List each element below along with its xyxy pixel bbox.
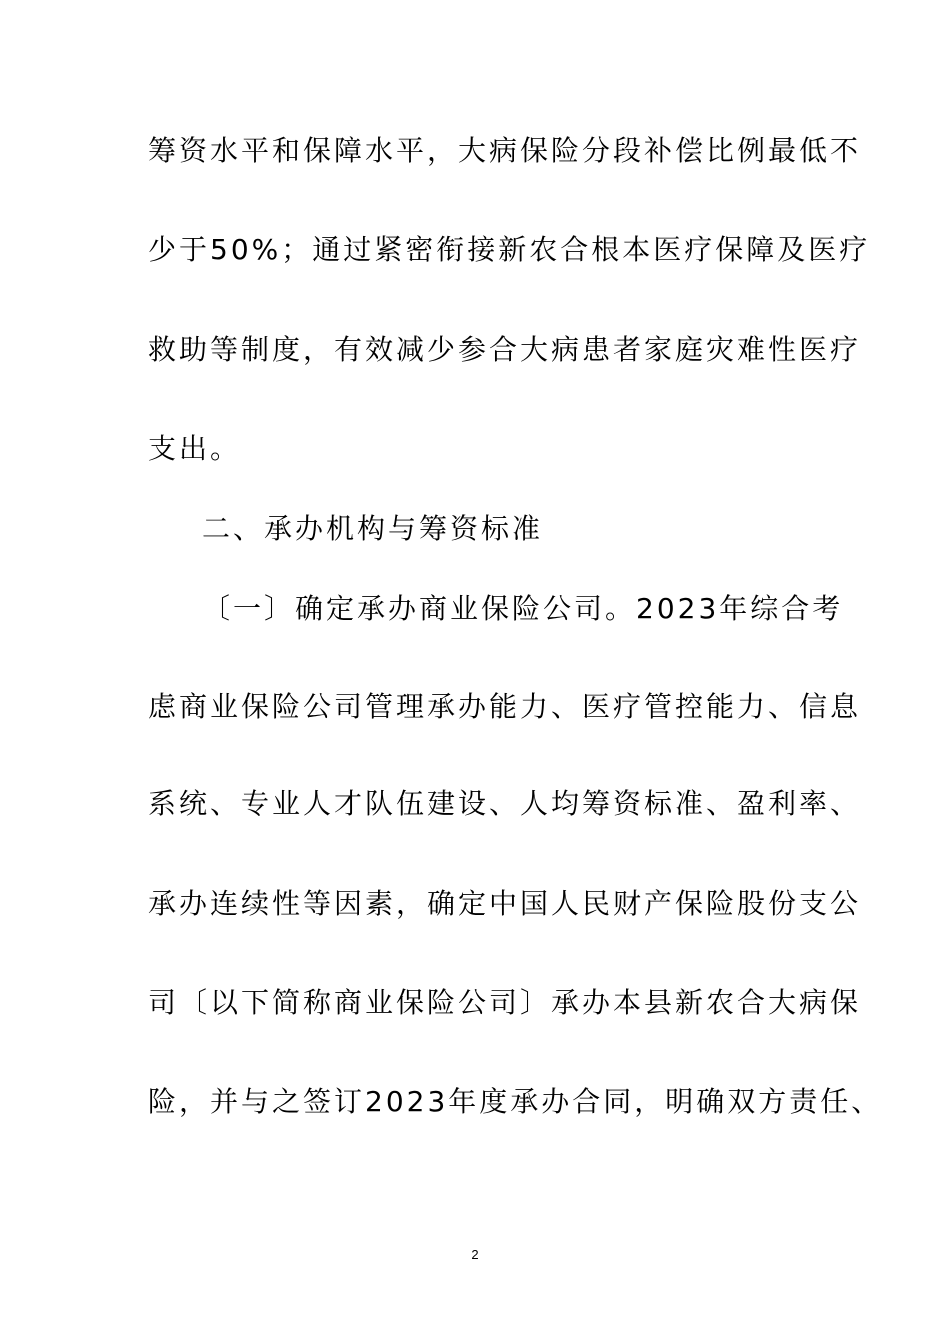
paragraph-line-2: 少于50%；通过紧密衔接新农合根本医疗保障及医疗 [148, 233, 871, 266]
paragraph-line-8: 系统、专业人才队伍建设、人均筹资标准、盈利率、 [148, 787, 862, 820]
paragraph-line-3: 救助等制度，有效减少参合大病患者家庭灾难性医疗 [148, 333, 862, 366]
paragraph-line-10: 司〔以下简称商业保险公司〕承办本县新农合大病保 [148, 986, 862, 1019]
paragraph-line-7: 虑商业保险公司管理承办能力、医疗管控能力、信息 [148, 690, 862, 723]
page-number: 2 [471, 1247, 479, 1262]
paragraph-line-11: 险，并与之签订2023年度承办合同，明确双方责任、 [148, 1085, 883, 1118]
paragraph-line-4: 支出。 [148, 432, 242, 465]
paragraph-line-1: 筹资水平和保障水平，大病保险分段补偿比例最低不 [148, 134, 862, 167]
section-heading: 二、承办机构与筹资标准 [202, 512, 544, 545]
paragraph-line-6: 〔一〕确定承办商业保险公司。2023年综合考 [202, 592, 844, 625]
paragraph-line-9: 承办连续性等因素，确定中国人民财产保险股份支公 [148, 887, 862, 920]
